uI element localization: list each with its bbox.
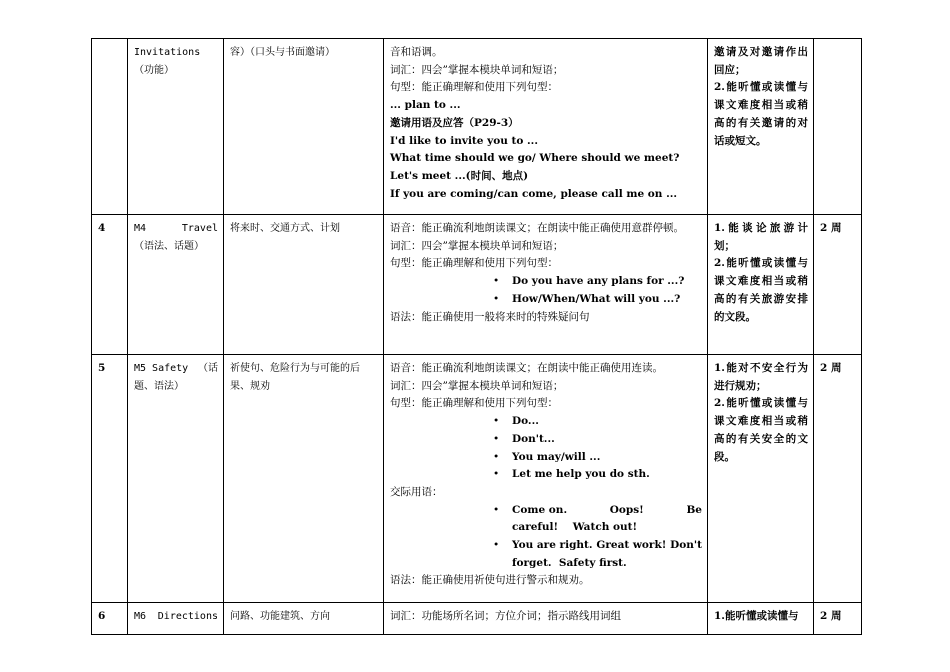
module-code: M4 — [134, 223, 147, 234]
module-name: Travel — [181, 223, 218, 234]
list-item: • You may/will ... — [512, 449, 702, 467]
content-cell — [384, 215, 708, 355]
content-line: 语音：能正确流利地朗读课文；在朗读中能正确使用连读。 — [390, 362, 663, 374]
module-type-start: （话 — [198, 363, 218, 374]
topic-cell: 容）（口头与书面邀请） — [224, 39, 384, 215]
row-number-cell: 6 — [92, 603, 128, 635]
module-cell — [128, 603, 224, 635]
table-row — [92, 355, 862, 603]
content-line: 句型：能正确理解和使用下列句型： — [390, 257, 558, 270]
content-line: 句型：能正确理解和使用下列句型： — [390, 397, 558, 410]
expression-part: Oops! — [609, 503, 644, 516]
content-line: 语音：能正确流利地朗读课文；在朗读中能正确使用意群停顿。 — [390, 222, 684, 234]
module-name-line — [134, 220, 218, 238]
list-item: • Do you have any plans for ...? — [512, 273, 702, 291]
list-item: • How/When/What will you ...? — [512, 291, 702, 309]
module-type: （语法、话题） — [134, 240, 204, 252]
time-cell: 2 周 — [814, 215, 862, 355]
module-cell — [128, 215, 224, 355]
goals-cell: 邀请及对邀请作出回应； 2.能听懂或读懂与课文难度相当或稍高的有关邀请的对话或短文。 — [708, 39, 814, 215]
content-line: 语法：能正确使用一般将来时的特殊疑问句 — [390, 310, 590, 323]
sentence-pattern-list — [390, 273, 702, 308]
module-type: （功能） — [134, 64, 174, 76]
expression-line — [512, 537, 702, 555]
sentence-pattern-list — [390, 413, 702, 484]
expression-part: • You are right. — [512, 539, 593, 552]
table-row — [92, 603, 862, 635]
topic-cell: 将来时、交通方式、计划 — [224, 215, 384, 355]
module-code: M6 — [134, 611, 147, 622]
list-item: • Let me help you do sth. — [512, 466, 702, 484]
expression-list — [390, 502, 702, 573]
row-number-cell: 4 — [92, 215, 128, 355]
content-line: ... plan to ... — [390, 99, 461, 112]
content-line: 语法：能正确使用祈使句进行警示和规劝。 — [390, 574, 590, 587]
list-item — [512, 537, 702, 572]
goals-cell: 1.能对不安全行为进行规劝； 2.能听懂或读懂与课文难度相当或稍高的有关安全的文段。 — [708, 355, 814, 603]
module-name: M5 Safety — [134, 363, 189, 374]
list-item: • Do... — [512, 413, 702, 431]
goals-cell: 1.能谈论旅游计划； 2.能听懂或读懂与课文难度相当或稍高的有关旅游安排的文段。 — [708, 215, 814, 355]
content-line: I'd like to invite you to ... — [390, 134, 538, 147]
content-cell — [384, 355, 708, 603]
module-type: 题、语法） — [134, 380, 184, 392]
expression-part: Don't — [670, 539, 702, 552]
module-cell — [128, 39, 224, 215]
module-name: Directions — [157, 611, 218, 622]
topic-cell: 问路、功能建筑、方向 — [224, 603, 384, 635]
table-row — [92, 215, 862, 355]
content-line: 交际用语： — [390, 485, 443, 498]
module-cell — [128, 355, 224, 603]
topic-cell: 祈使句、危险行为与可能的后果、规劝 — [224, 355, 384, 603]
content-cell: 词汇：功能场所名词；方位介词；指示路线用词组 — [384, 603, 708, 635]
row-number-cell: 5 — [92, 355, 128, 603]
row-number-cell — [92, 39, 128, 215]
goals-cell: 1.能听懂或读懂与 — [708, 603, 814, 635]
content-cell — [384, 39, 708, 215]
content-line: 词汇：四会”掌握本模块单词和短语； — [390, 63, 564, 76]
expression-part: • Come on. — [512, 503, 568, 516]
content-line: 词汇：四会”掌握本模块单词和短语； — [390, 379, 564, 392]
time-cell: 2 周 — [814, 355, 862, 603]
syllabus-table — [91, 38, 862, 635]
content-line: 词汇：四会”掌握本模块单词和短语； — [390, 239, 564, 252]
module-name: Invitations — [134, 47, 201, 58]
content-line: 句型：能正确理解和使用下列句型： — [390, 81, 558, 94]
time-cell: 2 周 — [814, 603, 862, 635]
time-cell — [814, 39, 862, 215]
content-line: What time should we go/ Where should we meet? — [390, 152, 680, 165]
content-line: Let's meet ...(时间、地点) — [390, 169, 529, 182]
content-line: If you are coming/can come, please call me on ... — [390, 187, 678, 200]
table-row — [92, 39, 862, 215]
expression-part: Be — [686, 503, 702, 516]
expression-line — [512, 502, 702, 520]
expression-line: careful! Watch out! — [512, 521, 638, 534]
list-item: • Don't... — [512, 431, 702, 449]
expression-part: Great work! — [596, 539, 667, 552]
list-item — [512, 502, 702, 537]
content-line: 音和语调。 — [390, 46, 443, 58]
module-name-line — [134, 608, 218, 626]
module-name-line — [134, 360, 218, 378]
expression-line: forget. Safety first. — [512, 556, 627, 569]
content-line: 邀请用语及应答（P29-3） — [390, 116, 519, 129]
